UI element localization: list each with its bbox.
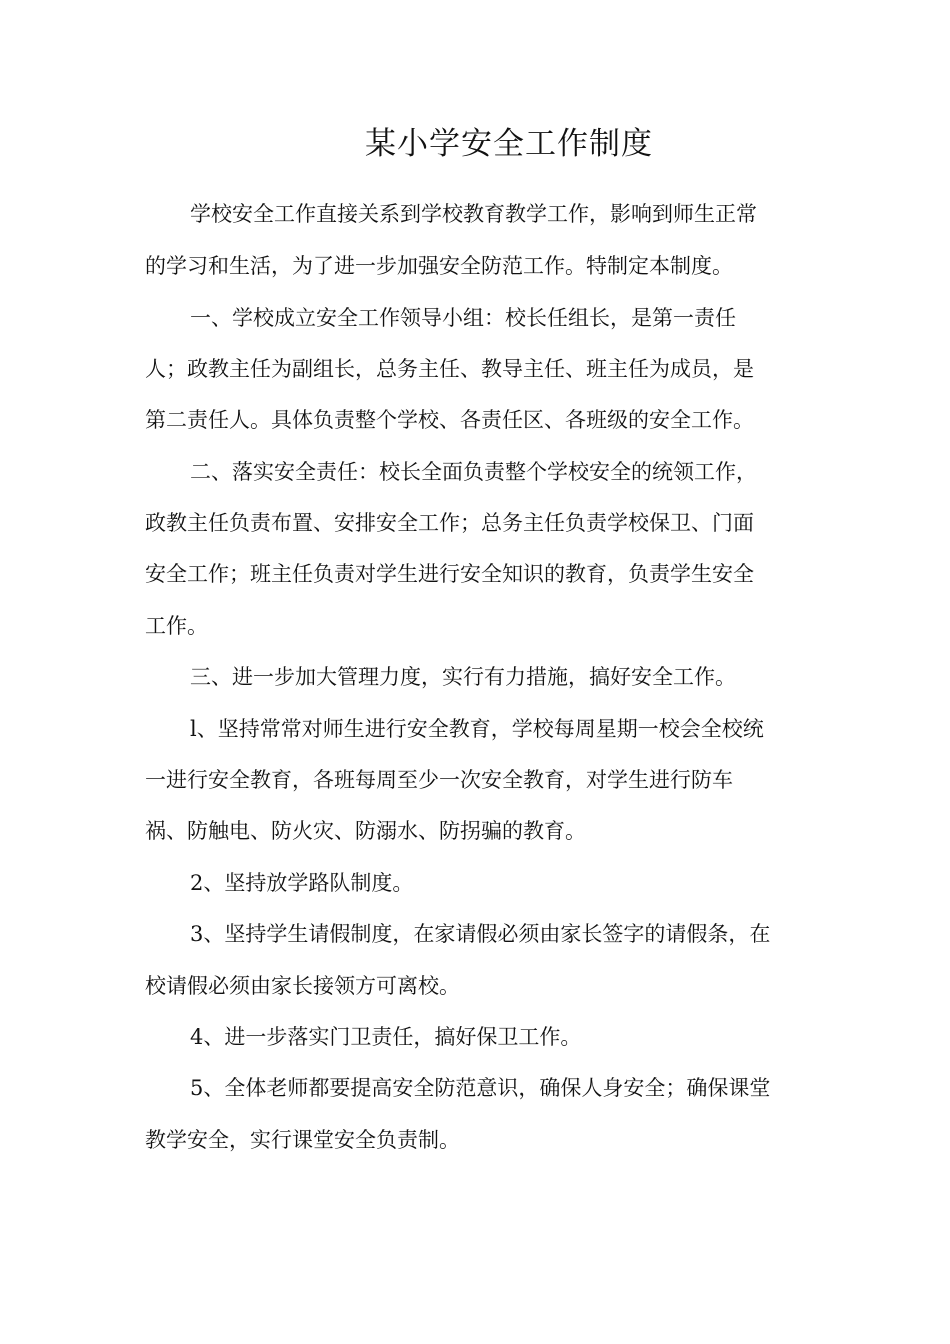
document-title: 某小学安全工作制度	[365, 126, 653, 162]
text-line: 祸、防触电、防火灾、防溺水、防拐骗的教育。	[145, 819, 586, 843]
text-line: 学校安全工作直接关系到学校教育教学工作，影响到师生正常	[190, 202, 757, 226]
text-line: 第二责任人。具体负责整个学校、各责任区、各班级的安全工作。	[145, 408, 754, 432]
text-line: 三、进一步加大管理力度，实行有力措施，搞好安全工作。	[190, 665, 736, 689]
text-line: 安全工作；班主任负责对学生进行安全知识的教育，负责学生安全	[145, 562, 754, 586]
text-line: 工作。	[145, 614, 208, 638]
text-line: 4、进一步落实门卫责任，搞好保卫工作。	[190, 1025, 582, 1049]
text-line: 校请假必须由家长接领方可离校。	[145, 974, 460, 998]
text-line: 教学安全，实行课堂安全负责制。	[145, 1128, 460, 1152]
text-line: 政教主任负责布置、安排安全工作；总务主任负责学校保卫、门面	[145, 511, 754, 535]
text-line: 一进行安全教育，各班每周至少一次安全教育，对学生进行防车	[145, 768, 733, 792]
text-line: 2、坚持放学路队制度。	[190, 871, 414, 895]
text-line: 二、落实安全责任：校长全面负责整个学校安全的统领工作，	[190, 460, 757, 484]
text-line: 3、坚持学生请假制度，在家请假必须由家长签字的请假条，在	[190, 922, 771, 946]
text-line: l、坚持常常对师生进行安全教育，学校每周星期一校会全校统	[190, 717, 764, 741]
text-line: 人；政教主任为副组长，总务主任、教导主任、班主任为成员，是	[145, 357, 754, 381]
text-line: 一、学校成立安全工作领导小组：校长任组长，是第一责任	[190, 306, 736, 330]
text-line: 5、全体老师都要提高安全防范意识，确保人身安全；确保课堂	[190, 1076, 771, 1100]
text-line: 的学习和生活，为了进一步加强安全防范工作。特制定本制度。	[145, 254, 733, 278]
